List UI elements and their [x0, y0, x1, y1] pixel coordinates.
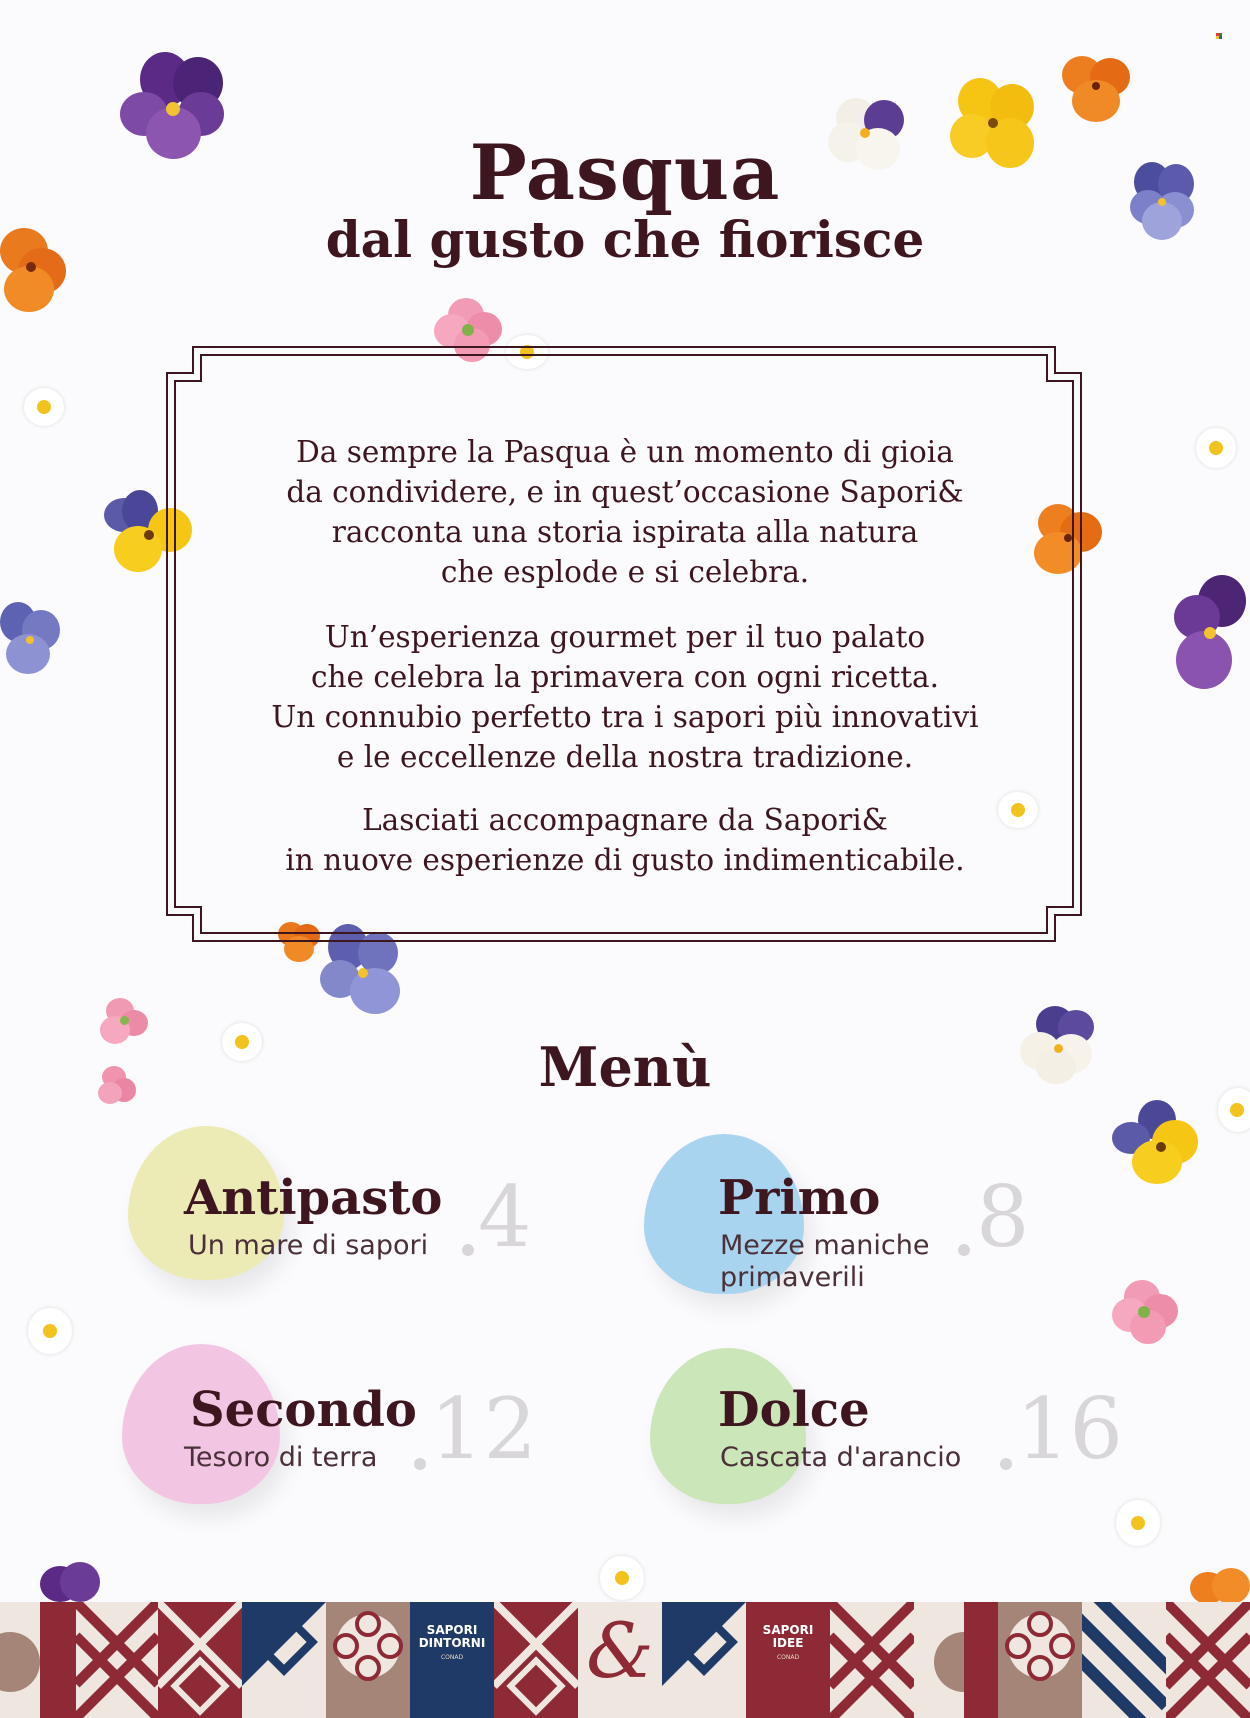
- intro-line: in nuove esperienze di gusto indimenticabile.: [285, 843, 965, 877]
- brand-tile-sapori-idee: [746, 1602, 830, 1718]
- daisy-icon: [28, 1308, 72, 1354]
- dish-name-line-1: Mezze maniche: [720, 1230, 930, 1261]
- course-name: Antipasto: [184, 1170, 443, 1226]
- lattice-pattern-icon: [76, 1602, 158, 1718]
- lattice-pattern-icon: [1166, 1602, 1250, 1718]
- daisy-icon: [1196, 428, 1236, 468]
- daisy-icon: [1116, 1500, 1160, 1546]
- pattern-tile: [0, 1602, 76, 1718]
- diamond-pattern-icon: [662, 1602, 746, 1718]
- brand-name-line-1: SAPORI: [762, 1623, 814, 1637]
- pattern-tile: [830, 1602, 914, 1718]
- intro-line: e le eccellenze della nostra tradizione.: [336, 740, 914, 774]
- pattern-tile: [242, 1602, 326, 1718]
- menu-item-primo[interactable]: [718, 1168, 1058, 1308]
- pattern-tile: [158, 1602, 242, 1718]
- course-name: Primo: [718, 1170, 881, 1226]
- brand-sub: CONAD: [440, 1654, 464, 1661]
- intro-line: Lasciati accompagnare da Sapori&: [362, 803, 888, 837]
- menu-item-secondo[interactable]: [184, 1380, 550, 1490]
- page-number: 4: [478, 1168, 532, 1266]
- dish-name: Un mare di sapori: [188, 1230, 429, 1261]
- intro-paragraph-1: [240, 432, 1010, 592]
- pattern-tile: [662, 1602, 746, 1718]
- menu-title: Menù: [538, 1035, 712, 1099]
- diamond-pattern-icon: [158, 1602, 242, 1718]
- purple-pansy-icon: [1174, 575, 1250, 695]
- orange-pansy-icon: [1062, 56, 1132, 122]
- pattern-tile: [326, 1602, 410, 1718]
- footer-tile-band: [0, 1602, 1250, 1718]
- pattern-tile: [1082, 1602, 1166, 1718]
- page-number: 8: [976, 1168, 1030, 1266]
- pattern-tile: [998, 1602, 1082, 1718]
- intro-paragraph-2: [240, 617, 1010, 777]
- daisy-icon: [600, 1556, 644, 1600]
- pattern-tile: [914, 1602, 998, 1718]
- page-title: Pasqua: [469, 128, 781, 217]
- intro-paragraph-3: [240, 800, 1010, 880]
- brand-sub: CONAD: [776, 1654, 800, 1661]
- flower-pattern-icon: [326, 1602, 410, 1718]
- pattern-tile: [578, 1602, 662, 1718]
- course-name: Secondo: [190, 1382, 417, 1438]
- page-dot: [1000, 1458, 1012, 1470]
- pattern-tile: [494, 1602, 578, 1718]
- intro-line: Un’esperienza gourmet per il tuo palato: [324, 620, 926, 654]
- pink-primrose-icon: [1112, 1280, 1178, 1344]
- ampersand-mark: &: [586, 1606, 654, 1695]
- page-dot: [462, 1244, 474, 1256]
- flower-pattern-icon: [998, 1602, 1082, 1718]
- purple-pansy-icon: [40, 1562, 104, 1602]
- page-dot: [958, 1244, 970, 1256]
- page-subtitle: dal gusto che fiorisce: [325, 210, 925, 269]
- intro-line: racconta una storia ispirata alla natura: [331, 515, 919, 549]
- pattern-tile: [76, 1602, 158, 1718]
- yellow-pansy-icon: [1112, 1100, 1206, 1186]
- intro-line: da condividere, e in quest’occasione Sapori&: [286, 475, 964, 509]
- stripe-pattern-icon: [1082, 1602, 1166, 1718]
- brand-mark-icon: [1216, 33, 1222, 39]
- course-name: Dolce: [718, 1382, 870, 1438]
- brand-tile-sapori-dintorni: [410, 1602, 494, 1718]
- blue-pansy-icon: [0, 602, 64, 678]
- intro-line: Da sempre la Pasqua è un momento di gioia: [296, 435, 954, 469]
- diamond-pattern-icon: [494, 1602, 578, 1718]
- diamond-pattern-icon: [242, 1602, 326, 1718]
- menu-item-dolce[interactable]: [718, 1380, 1123, 1490]
- brand-name-line-2: DINTORNI: [418, 1636, 486, 1650]
- dish-name-line-2: primaverili: [720, 1262, 865, 1293]
- page-number: 12: [430, 1380, 537, 1478]
- brand-name-line-1: SAPORI: [426, 1623, 478, 1637]
- page-dot: [414, 1458, 426, 1470]
- intro-line: che celebra la primavera con ogni ricetta.: [310, 660, 940, 694]
- brand-name-line-2: IDEE: [772, 1636, 804, 1650]
- dish-name: Tesoro di terra: [184, 1442, 378, 1473]
- page-number: 16: [1016, 1380, 1123, 1478]
- pattern-tile: [1166, 1602, 1250, 1718]
- dish-name: Cascata d'arancio: [720, 1442, 962, 1473]
- orange-pansy-icon: [1190, 1568, 1250, 1604]
- daisy-icon: [24, 388, 64, 426]
- intro-line: Un connubio perfetto tra i sapori più innovativi: [271, 700, 979, 734]
- menu-item-antipasto[interactable]: [184, 1168, 554, 1278]
- lattice-pattern-icon: [830, 1602, 914, 1718]
- intro-line: che esplode e si celebra.: [440, 555, 810, 589]
